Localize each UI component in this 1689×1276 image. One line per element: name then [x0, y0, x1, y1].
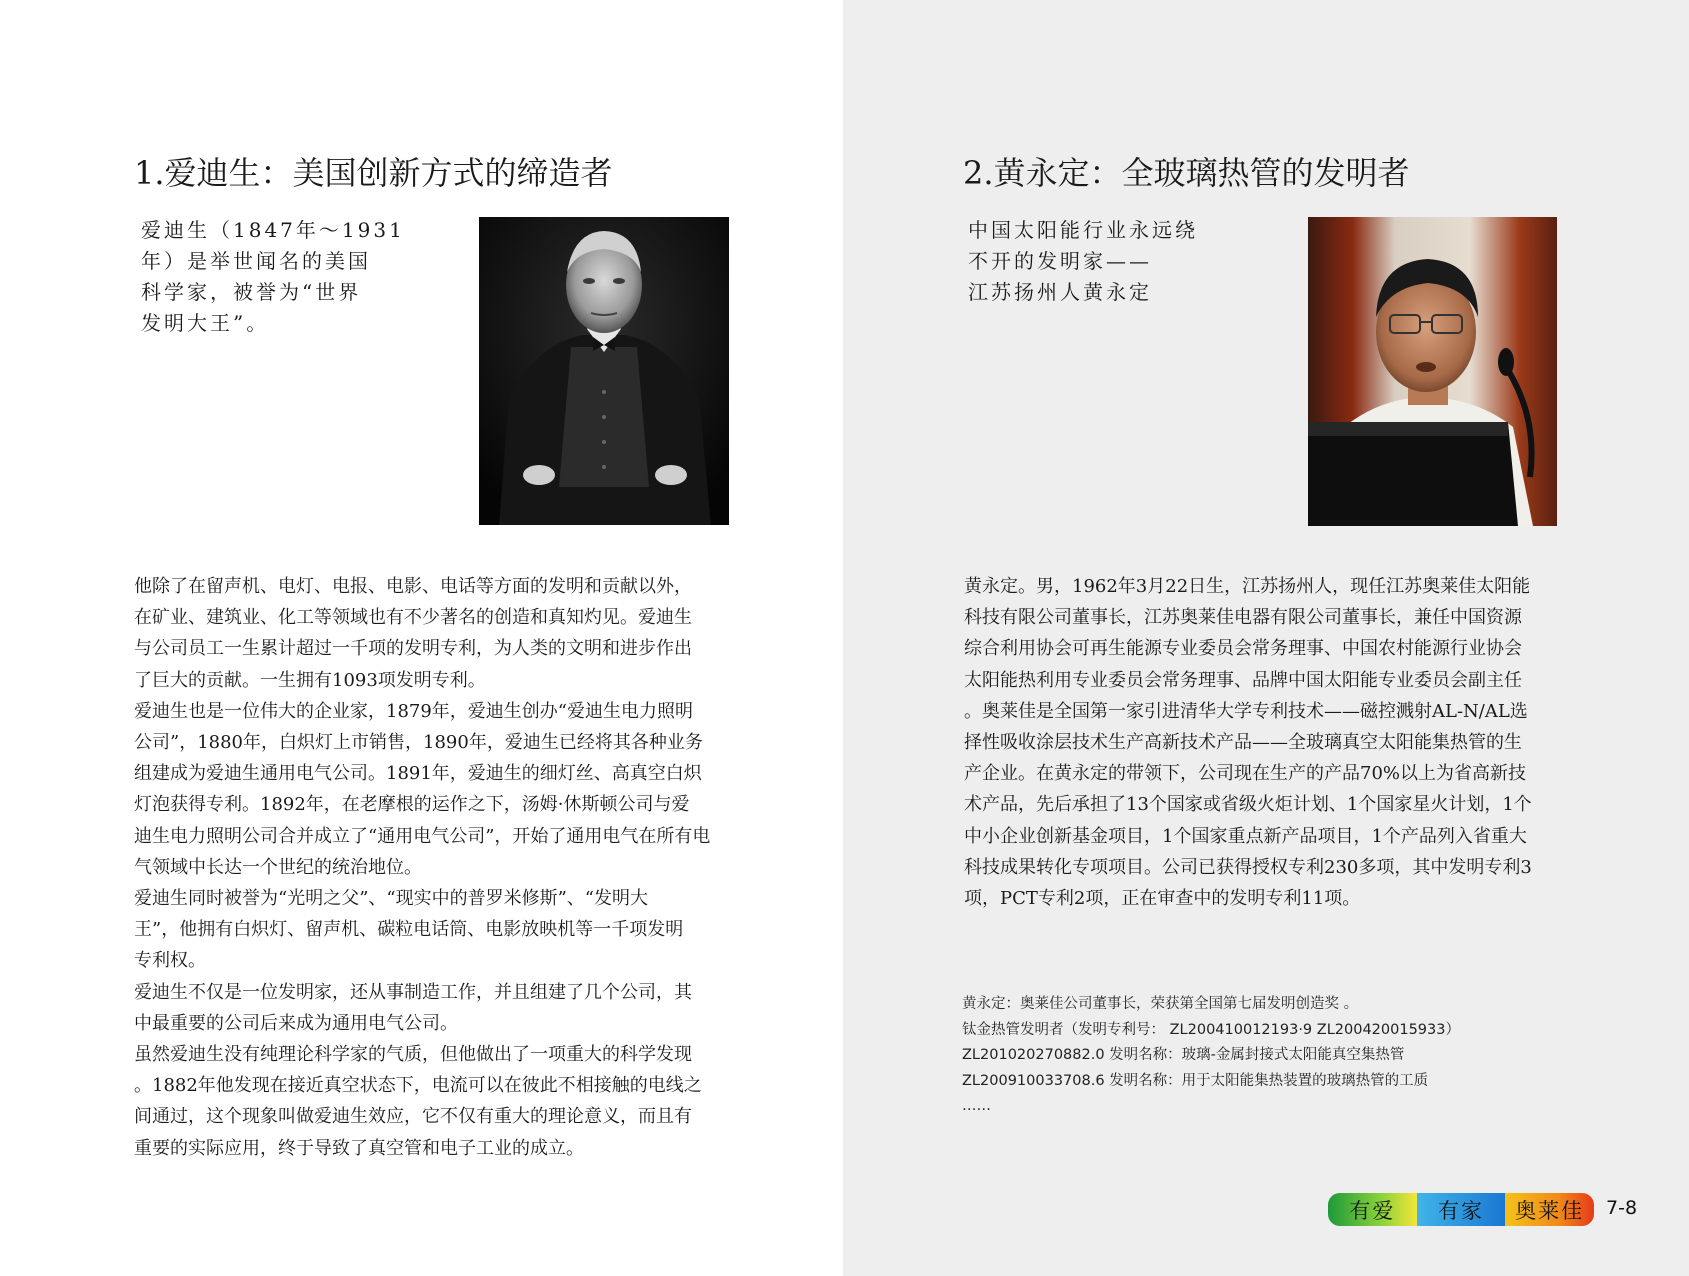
body-line: 公司”，1880年，白炽灯上市销售，1890年，爱迪生已经将其各种业务 [134, 732, 703, 754]
body-line: 重要的实际应用，终于导致了真空管和电子工业的成立。 [134, 1137, 584, 1159]
intro-line: 不开的发明家—— [968, 249, 1152, 273]
body-line: 爱迪生不仅是一位发明家，还从事制造工作，并且组建了几个公司，其 [134, 981, 692, 1003]
paragraph [134, 696, 734, 883]
body-line: 科技有限公司董事长，江苏奥莱佳电器有限公司董事长，兼任中国资源 [964, 607, 1522, 629]
body-line: 项，PCT专利2项，正在审查中的发明专利11项。 [964, 888, 1361, 910]
body-line: 在矿业、建筑业、化工等领域也有不少著名的创造和真知灼见。爱迪生 [134, 607, 692, 629]
body-line: 灯泡获得专利。1892年，在老摩根的运作之下，汤姆·休斯顿公司与爱 [134, 794, 690, 816]
body-line: 爱迪生同时被誉为“光明之父”、“现实中的普罗米修斯”、“发明大 [134, 888, 649, 910]
body-line: 择性吸收涂层技术生产高新技术产品——全玻璃真空太阳能集热管的生 [964, 732, 1522, 754]
body-line: 迪生电力照明公司合并成立了“通用电气公司”，开始了通用电气在所有电 [134, 825, 711, 847]
edison-biography [134, 571, 734, 1164]
left-page [0, 0, 843, 1276]
caption-line: ZL201020270882.0 发明名称：玻璃-金属封接式太阳能真空集热管 [962, 1047, 1405, 1063]
huang-intro [968, 215, 1238, 308]
body-line: 专利权。 [134, 950, 206, 972]
body-line: 了巨大的贡献。一生拥有1093项发明专利。 [134, 669, 486, 691]
right-page-title: 2.黄永定：全玻璃热管的发明者 [963, 154, 1410, 192]
body-line: 间通过，这个现象叫做爱迪生效应，它不仅有重大的理论意义，而且有 [134, 1106, 692, 1128]
paragraph [134, 1039, 734, 1164]
left-page-title: 1.爱迪生：美国创新方式的缔造者 [134, 154, 613, 192]
intro-line: 江苏扬州人黄永定 [968, 280, 1152, 304]
intro-line: 科学家，被誉为“世界 [141, 280, 362, 304]
slogan-segment: 有爱 [1328, 1193, 1417, 1226]
body-line: 中最重要的公司后来成为通用电气公司。 [134, 1012, 458, 1034]
body-line: 组建成为爱迪生通用电气公司。1891年，爱迪生的细灯丝、高真空白炽 [134, 763, 702, 785]
intro-line: 年）是举世闻名的美国 [141, 249, 371, 273]
intro-line: 发明大王”。 [141, 311, 270, 335]
body-line: 中小企业创新基金项目，1个国家重点新产品项目，1个产品列入省重大 [964, 825, 1527, 847]
caption-line: 钛金热管发明者（发明专利号： ZL200410012193·9 ZL200420015933） [962, 1021, 1460, 1038]
brand-slogan-bar [1328, 1193, 1594, 1226]
paragraph [134, 571, 734, 696]
caption-line: ZL200910033708.6 发明名称：用于太阳能集热装置的玻璃热管的工质 [962, 1072, 1429, 1089]
paragraph [134, 883, 734, 977]
slogan-segment: 奥莱佳 [1505, 1193, 1594, 1226]
intro-line: 爱迪生（1847年～1931 [141, 218, 405, 242]
body-line: 术产品，先后承担了13个国家或省级火炬计划、1个国家星火计划，1个 [964, 794, 1532, 816]
slogan-segment: 有家 [1417, 1193, 1506, 1226]
body-line: 王”，他拥有白炽灯、留声机、碳粒电话筒、电影放映机等一千项发明 [134, 919, 684, 941]
page-number: 7-8 [1606, 1197, 1638, 1219]
edison-intro [141, 215, 405, 339]
caption-line: …… [962, 1098, 991, 1114]
paragraph [964, 571, 1564, 914]
caption-line: 黄永定：奥莱佳公司董事长，荣获第全国第七届发明创造奖 。 [962, 996, 1359, 1012]
patent-caption [962, 992, 1602, 1120]
body-line: 科技成果转化专项项目。公司已获得授权专利230多项，其中发明专利3 [964, 856, 1532, 878]
body-line: 。奥莱佳是全国第一家引进清华大学专利技术——磁控溅射AL-N/AL选 [964, 700, 1528, 722]
body-line: 气领域中长达一个世纪的统治地位。 [134, 856, 422, 878]
intro-line: 中国太阳能行业永远绕 [968, 218, 1198, 242]
body-line: 。1882年他发现在接近真空状态下，电流可以在彼此不相接触的电线之 [134, 1075, 702, 1097]
edison-portrait-photo [479, 217, 729, 525]
body-line: 黄永定。男，1962年3月22日生，江苏扬州人，现任江苏奥莱佳太阳能 [964, 576, 1531, 597]
body-line: 太阳能热利用专业委员会常务理事、品牌中国太阳能专业委员会副主任 [964, 669, 1522, 691]
huang-biography [964, 571, 1564, 914]
body-line: 虽然爱迪生没有纯理论科学家的气质，但他做出了一项重大的科学发现 [134, 1044, 692, 1066]
paragraph [134, 977, 734, 1039]
body-line: 综合利用协会可再生能源专业委员会常务理事、中国农村能源行业协会 [964, 638, 1522, 660]
body-line: 与公司员工一生累计超过一千项的发明专利，为人类的文明和进步作出 [134, 638, 692, 660]
body-line: 爱迪生也是一位伟大的企业家，1879年，爱迪生创办“爱迪生电力照明 [134, 700, 694, 722]
huang-speaker-photo [1308, 217, 1557, 526]
body-line: 他除了在留声机、电灯、电报、电影、电话等方面的发明和贡献以外， [134, 576, 692, 597]
body-line: 产企业。在黄永定的带领下，公司现在生产的产品70%以上为省高新技 [964, 763, 1527, 785]
